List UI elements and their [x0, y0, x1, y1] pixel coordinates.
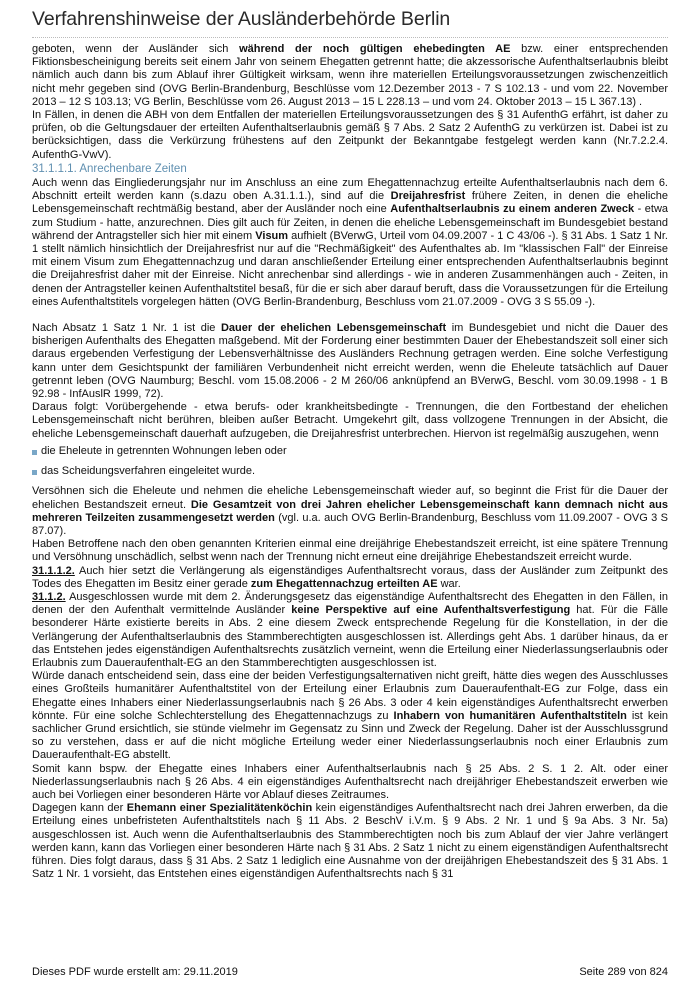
section-heading: 31.1.1.1. Anrechenbare Zeiten — [32, 162, 187, 175]
paragraph-12: Dagegen kann der Ehemann einer Spezialitätenköchin kein eigenständiges Aufenthaltsrecht nach drei Jahren erwerben, da die Erteilung eines unbefristeten Aufenthaltstitels nach § 11 Abs. 2 BeschV i.V.m. § 9 Abs. 2 Nr. 1 und § 9a Abs. 3 Nr. 5a) ausgeschlossen ist. Auch wenn die Aufenthaltserlaubnis des Stammberechtigten noch bis zum Ablauf der vier Jahre verlängert werden kann, kann das Vorliegen einer besonderen Härte nach § 31 Abs. 2 Satz 1 nicht zu einem eigenständigen Aufenthaltsrecht führen. Dies folgt daraus, dass § 31 Abs. 2 Satz 1 lediglich eine Ausnahme von der dreijährigen Ehebestandszeit des § 31 Abs. 1 Satz 1 Nr. 1 vorsieht, das Entstehen eines eigenständigen Aufenthaltsrechts nach § 31 — [32, 802, 668, 881]
paragraph-4: Nach Absatz 1 Satz 1 Nr. 1 ist die Dauer der ehelichen Lebensgemeinschaft im Bundesgebiet und nicht die Dauer des bisherigen Aufenthalts des Ehegatten maßgebend. Mit der Forderung einer bestimmten Dauer der Ehebestandszeit soll einer sich daraus ergebenden Verfestigung der Lebensverhältnisse des Ausländers Rechnung getragen werden. Eine solche Verfestigung kann unter dem Gesichtspunkt der familiären Verbundenheit nicht erreicht werden, wenn die Eheleute tatsächlich auf Dauer getrennt leben (OVG Naumburg; Beschl. vom 15.08.2006 - 2 M 260/06 anknüpfend an BVerwG, Beschl. vom 30.09.1998 - 1 B 92.98 - InfAuslR 1999, 72). — [32, 322, 668, 401]
section-number: 31.1.1.2. — [32, 564, 75, 577]
list-item: das Scheidungsverfahren eingeleitet wurde. — [32, 465, 668, 478]
paragraph-2: In Fällen, in denen die ABH von dem Entfallen der materiellen Erteilungsvoraussetzungen des § 31 AufenthG erfährt, ist daher zu prüfen, ob die Geltungsdauer der erteilten Aufenthaltserlaubnis gemäß § 7 Abs. 2 Satz 2 AufenthG zu verkürzen ist. Dabei ist zu berücksichtigen, dass die Verkürzung frühestens auf den Zeitpunkt der Bekanntgabe festgelegt werden kann (Nr.7.2.2.4. AufenthG-VwV). — [32, 109, 668, 161]
paragraph-6: Versöhnen sich die Eheleute und nehmen die eheliche Lebensgemeinschaft wieder auf, so beginnt die Frist für die Dauer der ehelichen Bestandszeit erneut. Die Gesamtzeit von drei Jahren ehelicher Lebensgemeinschaft kann demnach nicht aus mehreren Teilzeiten zusammengesetzt werden (vgl. u.a. auch OVG Berlin-Brandenburg, Beschluss vom 11.09.2007 - OVG 3 S 87.07). — [32, 485, 668, 537]
bullet-square-icon — [32, 470, 37, 475]
paragraph-5: Daraus folgt: Vorübergehende - etwa berufs- oder krankheitsbedingte - Trennungen, die den Fortbestand der ehelichen Lebensgemeinschaft nicht berühren, bleiben außer Betracht. Umgekehrt gilt, dass vollzogene Trennungen in der Absicht, die eheliche Lebensgemeinschaft dauerhaft aufzugeben, die Dreijahresfrist unterbrechen. Hiervon ist regelmäßig auszugehen, wenn — [32, 401, 668, 440]
paragraph-9: 31.1.2. Ausgeschlossen wurde mit dem 2. Änderungsgesetz das eigenständige Aufenthaltsrecht des Ehegatten in den Fällen, in denen der den Aufenthalt vermittelnde Ausländer keine Perspektive auf eine Aufenthaltsverfestigung hat. Für die Fälle besonderer Härte existierte bereits in Abs. 2 eine diesem Zweck entsprechende Regelung für die Konstellation, in der die Verlängerung der Aufenthaltserlaubnis des Stammberechtigten ausgeschlossen ist. Allerdings geht Abs. 1 darüber hinaus, da er das Entstehen jedes eigenständigen Aufenthaltsrechts zusätzlich verneint, wenn die Erteilung einer Niederlassungserlaubnis oder Erlaubnis zum Daueraufenthalt-EG an den Stammberechtigten ausgeschlossen ist. — [32, 590, 668, 669]
paragraph-7: Haben Betroffene nach den oben genannten Kriterien einmal eine dreijährige Ehebestandszeit erreicht, ist eine spätere Trennung und Versöhnung unschädlich, selbst wenn nach der Trennung nicht erneut eine dreijährige Ehebestandszeit erreicht wurde. — [32, 538, 668, 564]
page-number: Seite 289 von 824 — [579, 966, 668, 978]
page-header — [32, 8, 668, 38]
paragraph-11: Somit kann bspw. der Ehegatte eines Inhabers einer Aufenthaltserlaubnis nach § 25 Abs. 2 S. 1 2. Alt. oder einer Niederlassungserlaubnis nach § 26 Abs. 4 ein eigenständiges Aufenthaltsrecht nach dreijähriger Ehebestandszeit erwerben wie auch bei Vorliegen einer besonderen Härte vor Ablauf dieses Zeitraumes. — [32, 762, 668, 801]
paragraph-3: Auch wenn das Eingliederungsjahr nur im Anschluss an eine zum Ehegattennachzug erteilte Aufenthaltserlaubnis nach dem 6. Abschnitt erteilt werden kann (s.dazu oben A.31.1.1.), sind auf die Dreijahresfrist frühere Zeiten, in denen die eheliche Lebensgemeinschaft rechtmäßig bestand, aber der Ausländer noch eine Aufenthaltserlaubnis zu einem anderen Zweck - etwa zum Studium - hatte, anzurechnen. Dies gilt auch für Zeiten, in denen die eheliche Lebensgemeinschaft im Bundesgebiet bestand während der Antragsteller sich hier mit einem Visum aufhielt (BVerwG, Urteil vom 04.09.2007 - 1 C 43/06 -). § 31 Abs. 1 Satz 1 Nr. 1 stellt nämlich hinsichtlich der Dreijahresfrist nur auf die "Rechmäßigkeit" des Aufenthaltes ab. Im "klassischen Fall" der Einreise mit einem Visum zum Ehegattennachzug und daran anschließender Erteilung einer entsprechenden Aufenthaltserlaubnis beginnt die Dreijahresfrist daher mit der Einreise. Nicht anrechenbar sind allerdings - wie in anderen Zusammenhängen auch - Zeiten, in denen der Antragsteller keinen Aufenthaltstitel besaß, für die er sich aber darauf beruft, dass die Voraussetzungen für die Erteilung eines Aufenthaltstitels vorgelegen hätten (OVG Berlin-Brandenburg, Beschluss vom 21.07.2009 - OVG 3 S 55.09 -). — [32, 177, 668, 308]
list-item: die Eheleute in getrennten Wohnungen leben oder — [32, 445, 668, 458]
page-title: Verfahrenshinweise der Ausländerbehörde Berlin — [32, 8, 451, 30]
created-date: Dieses PDF wurde erstellt am: 29.11.2019 — [32, 966, 238, 978]
paragraph-8: 31.1.1.2. Auch hier setzt die Verlängerung als eigenständiges Aufenthaltsrecht voraus, dass der Ausländer zum Zeitpunkt des Todes des Ehegatten im Besitz einer gerade zum Ehegattennachzug erteilten AE war. — [32, 564, 668, 590]
paragraph-10: Würde danach entscheidend sein, dass eine der beiden Verfestigungsalternativen nicht greift, hätte dies wegen des Ausschlusses eines Großteils humanitärer Aufenthaltstitel von der Erteilung einer Erlaubnis zum Daueraufenthalt-EG zur Folge, dass ein Ehegatte eines Inhabers einer Niederlassungserlaubnis nach § 26 Abs. 3 oder 4 kein eigenständiges Aufenthaltsrecht erwerben könnte. Für eine solche Schlechterstellung des Ehegattennachzugs zu Inhabern von humanitären Aufenthaltstiteln ist kein sachlicher Grund ersichtlich, sie stünde vielmehr im Gegensatz zu Sinn und Zweck der Regelung. Daher ist der Ausschlussgrund so zu verstehen, dass er auf die nicht mögliche Erteilung weder einer Niederlassungserlaubnis noch einer Erlaubnis zum Daueraufenthalt-EG abstellt. — [32, 670, 668, 762]
bullet-square-icon — [32, 450, 37, 455]
section-number: 31.1.2. — [32, 590, 66, 603]
spacer — [32, 309, 668, 322]
page-footer — [32, 966, 668, 978]
document-body — [32, 43, 668, 958]
paragraph-1: geboten, wenn der Ausländer sich während der noch gültigen ehebedingten AE bzw. einer entsprechenden Fiktionsbescheinigung bereits seit einem Jahr von seinem Ehegatten getrennt hatte; die akzessorische Aufenthaltserlaubnis bleibt nämlich auch dann bis zum Ablauf ihrer Gültigkeit wirksam, wenn ihre materiellen Erteilungsvoraussetzungen zwischenzeitlich nicht mehr gegeben sind (OVG Berlin-Brandenburg, Beschlüsse vom 12.Dezember 2013 - 7 S 102.13 - und vom 22. November 2013 – 12 S 103.13; VG Berlin, Beschlüsse vom 26. August 2013 – 15 L 228.13 – und vom 24. Oktober 2013 – 15 L 367.13) . — [32, 43, 668, 108]
bullet-list — [32, 445, 668, 478]
